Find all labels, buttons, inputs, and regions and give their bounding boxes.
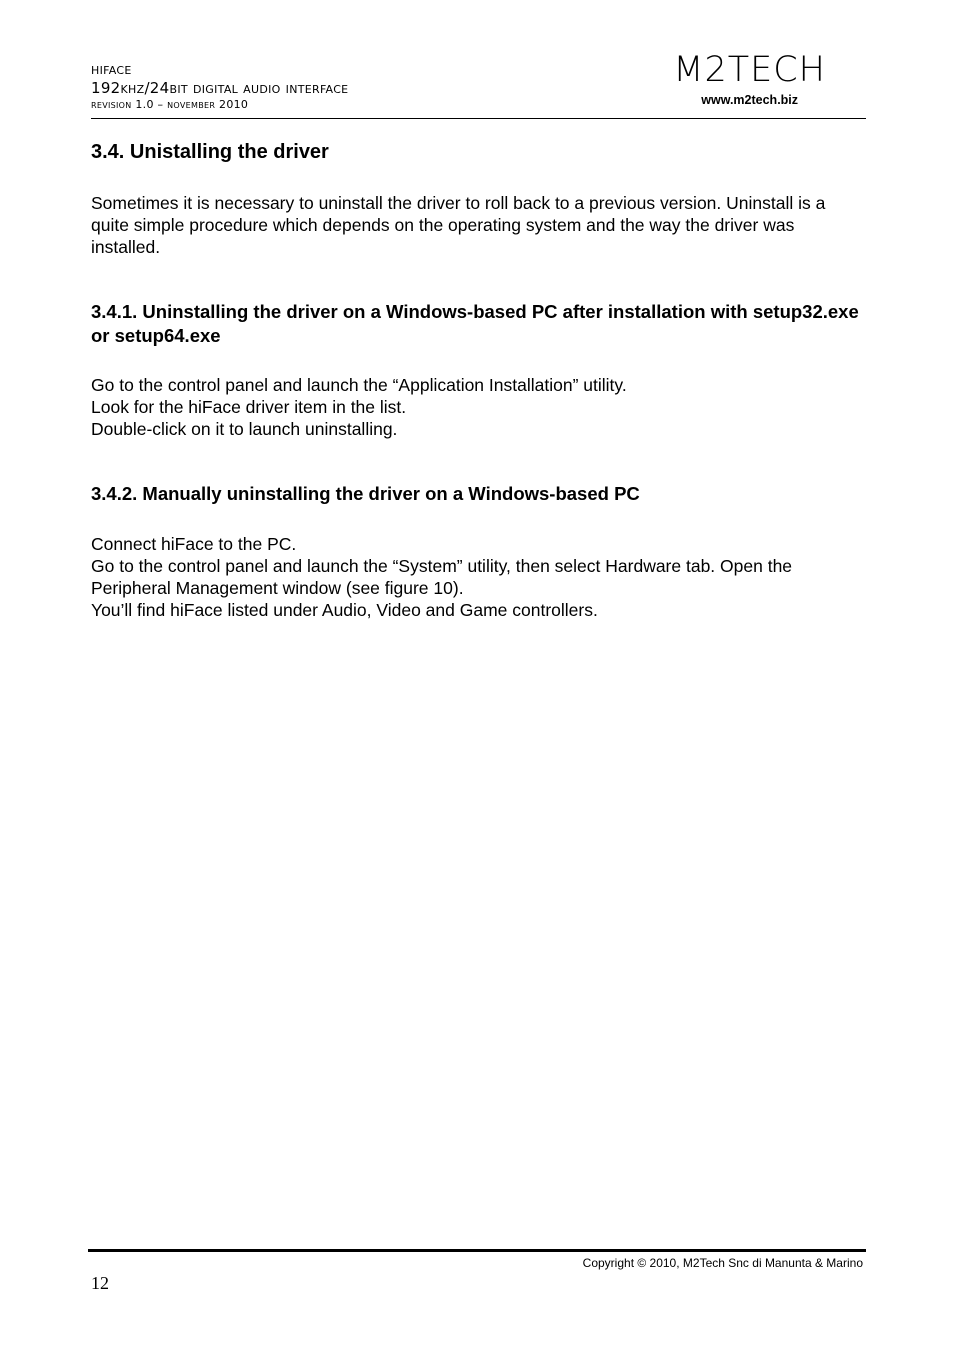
section-title: 3.4. Unistalling the driver <box>91 141 329 163</box>
subsection-1-line: Double-click on it to launch uninstalling. <box>91 419 398 439</box>
subsection-2-line: Go to the control panel and launch the “System” utility, then select Hardware tab. Open the Peripheral Management window (see figure 10). <box>91 556 793 598</box>
subsection-1-line: Go to the control panel and launch the “Application Installation” utility. <box>91 375 627 395</box>
header-brand-block <box>673 50 826 108</box>
header-product-info <box>91 59 348 113</box>
subsection-1-body <box>91 374 866 440</box>
section-intro: Sometimes it is necessary to uninstall the driver to roll back to a previous version. Uninstall is a quite simple procedure which depends on the operating system and the way the driver was installed. <box>91 193 826 257</box>
subsection-1-title: 3.4.1. Uninstalling the driver on a Windows-based PC after installation with setup32.exe or setup64.exe <box>91 301 859 346</box>
subsection-2-body <box>91 533 866 621</box>
header-revision: revision 1.0 – november 2010 <box>91 98 249 111</box>
page-content <box>91 140 866 621</box>
subsection-2-title: 3.4.2. Manually uninstalling the driver on a Windows-based PC <box>91 483 640 504</box>
subsection-1-line: Look for the hiFace driver item in the list. <box>91 397 407 417</box>
brand-logo: M2TECH <box>673 50 826 90</box>
footer-copyright: Copyright © 2010, M2Tech Snc di Manunta & Marino <box>582 1256 863 1270</box>
page-number: 12 <box>91 1273 109 1293</box>
header-product-name: hiface <box>91 60 132 78</box>
footer-divider <box>88 1249 866 1252</box>
header-product-subtitle: 192khz/24bit digital audio interface <box>91 79 349 97</box>
brand-website: www.m2tech.biz <box>701 93 799 107</box>
subsection-2-line: You’ll find hiFace listed under Audio, Video and Game controllers. <box>91 600 598 620</box>
page-header <box>91 50 866 119</box>
subsection-2-line: Connect hiFace to the PC. <box>91 534 297 554</box>
